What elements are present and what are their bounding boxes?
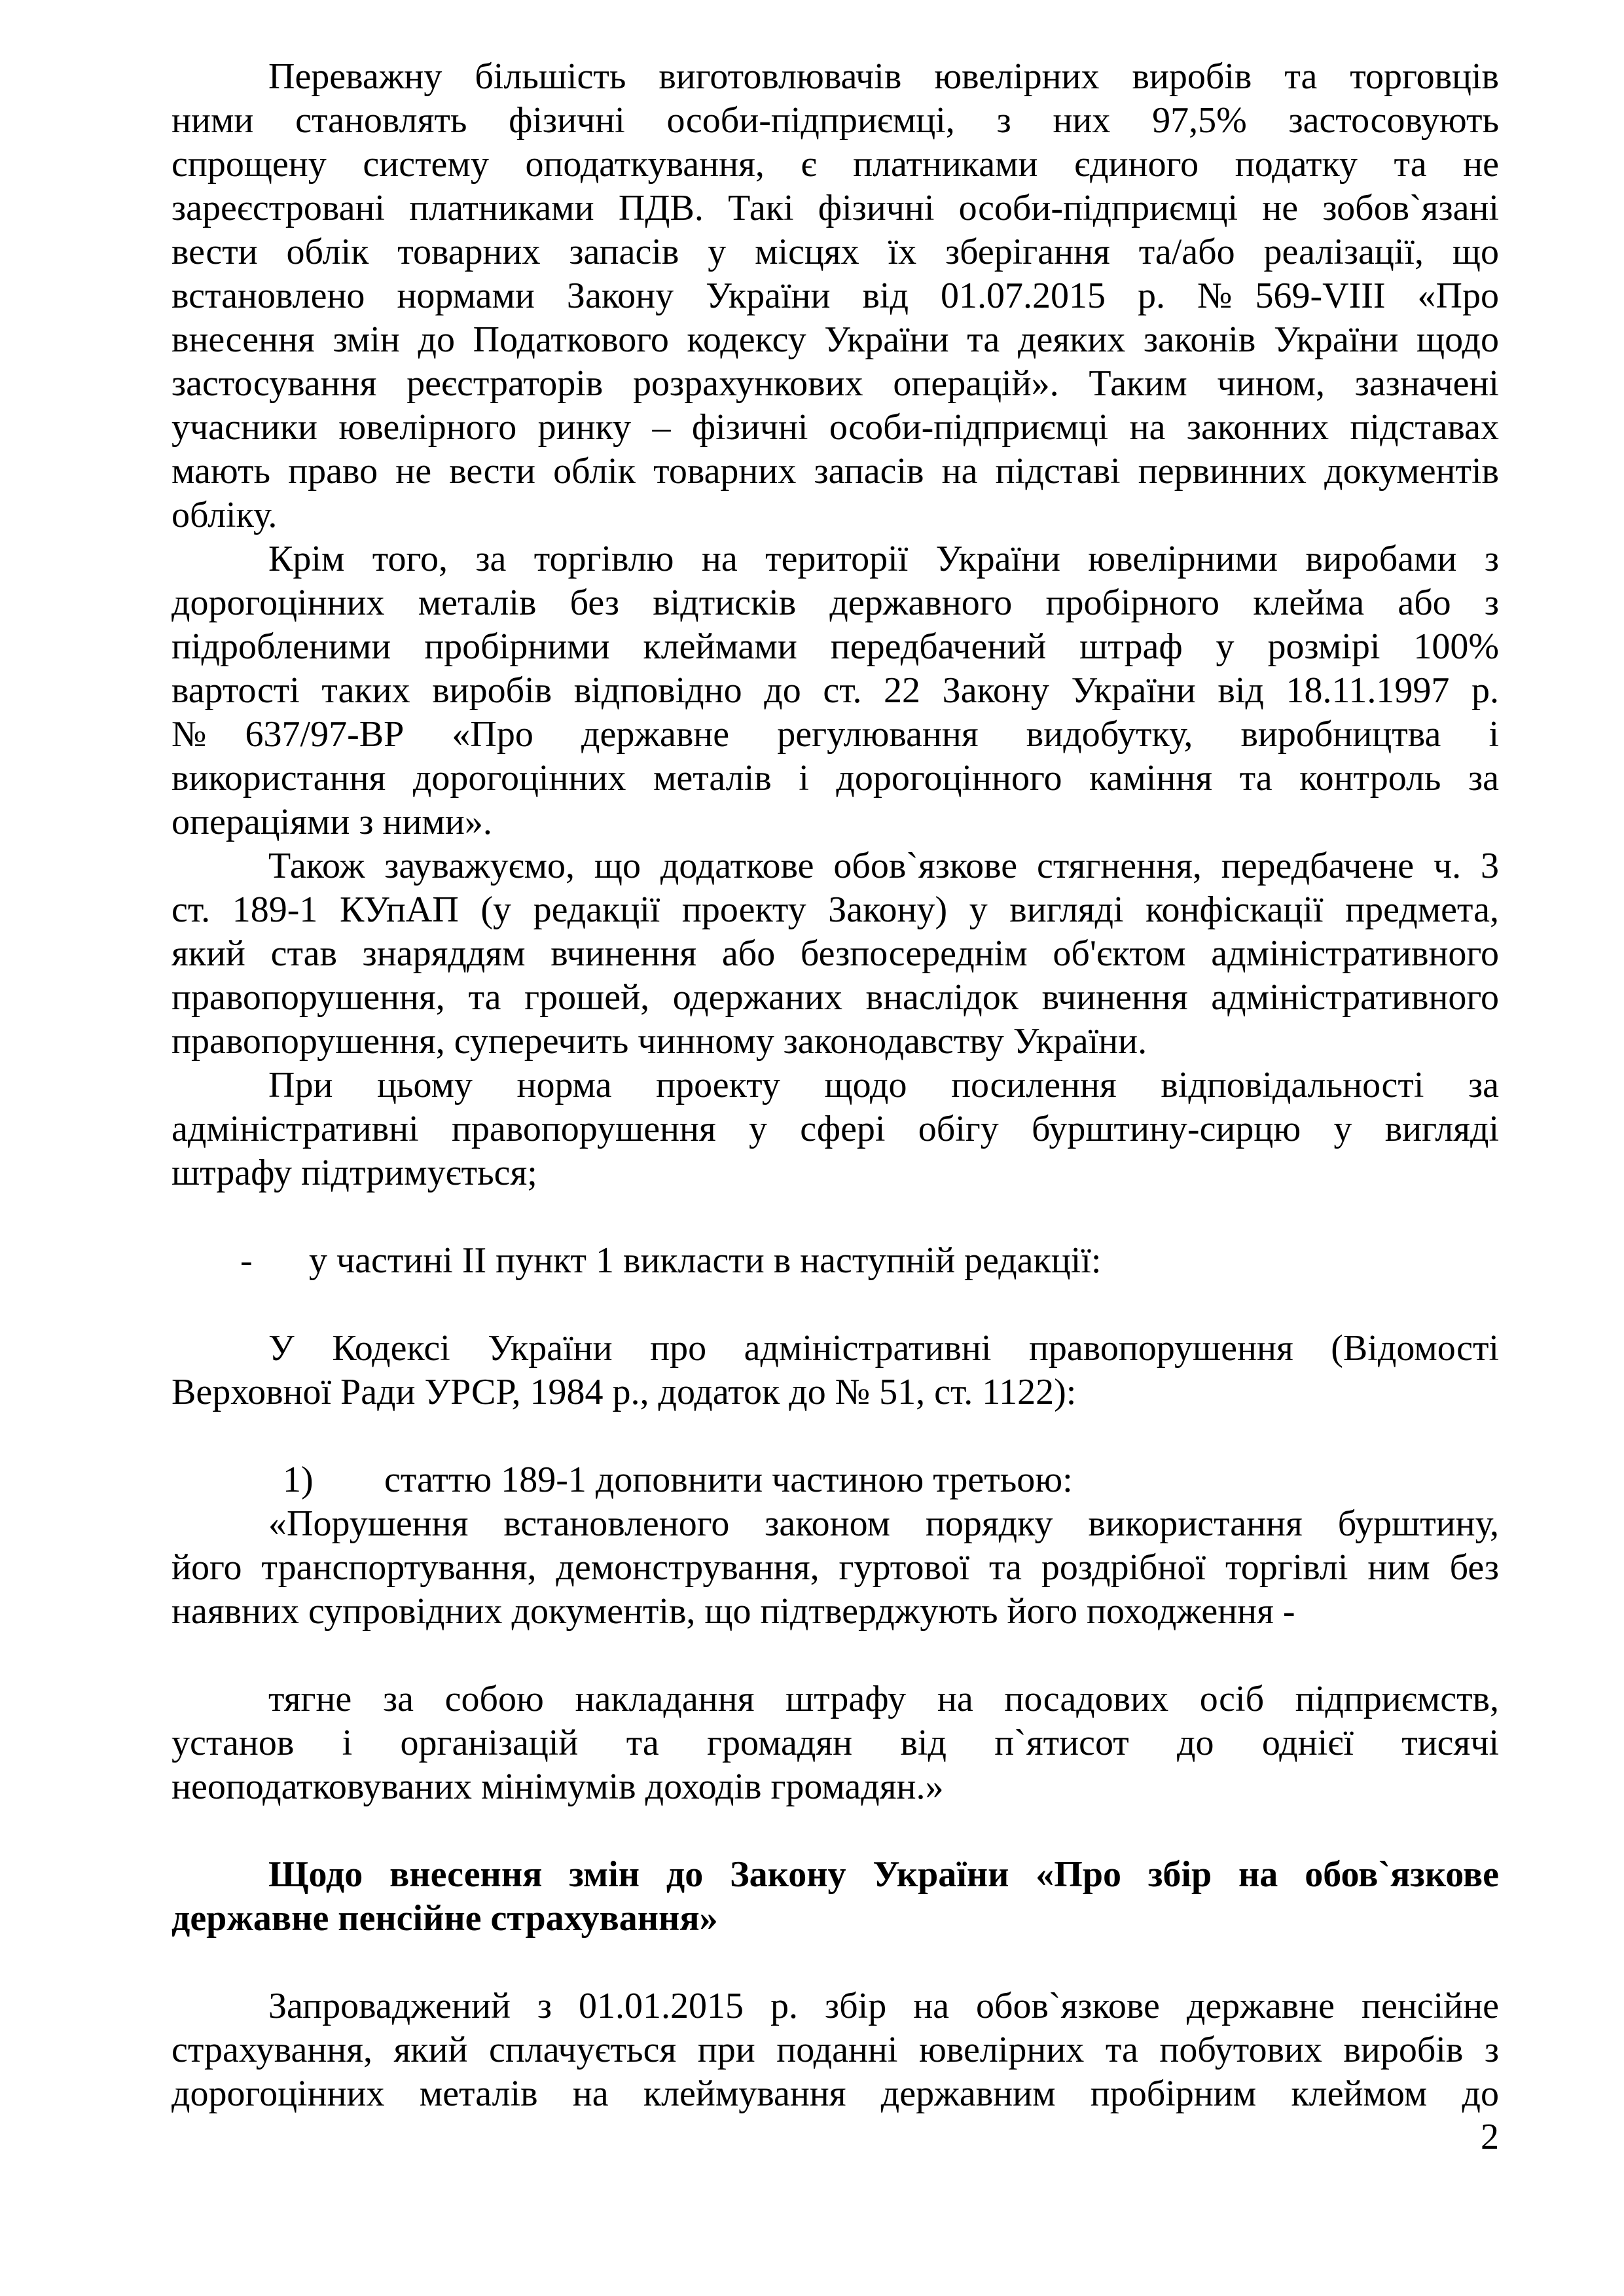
text-line: неоподатковуваних мінімумів доходів громадян.» xyxy=(171,1767,944,1807)
text-line: державне пенсійне страхування» xyxy=(171,1898,718,1939)
paragraph xyxy=(171,55,1499,537)
section-heading xyxy=(171,1853,1499,1941)
quote-paragraph xyxy=(171,1502,1499,1634)
text-line: Запроваджений з 01.01.2015 р. збір на обов`язкове державне пенсійне xyxy=(268,1986,1499,2026)
paragraph xyxy=(171,1984,1499,2116)
text-line: ст. 189-1 КУпАП (у редакції проекту Закону) у вигляді конфіскації предмета, xyxy=(171,889,1499,930)
text-line: №637/97-ВР «Про державне регулювання видобутку, виробництва і xyxy=(171,714,1499,755)
text-line: Крім того, за торгівлю на території України ювелірними виробами з xyxy=(268,539,1499,579)
text-line: Також зауважуємо, що додаткове обов`язкове стягнення, передбачене ч. 3 xyxy=(268,846,1499,886)
text-line: застосування реєстраторів розрахункових операцій». Таким чином, зазначені xyxy=(171,363,1499,404)
text-line: підробленими пробірними клеймами передбачений штраф у розмірі 100% xyxy=(171,626,1499,667)
text-line: дорогоцінних металів на клеймування державним пробірним клеймом до xyxy=(171,2073,1499,2114)
text-line xyxy=(171,1458,1499,1502)
text-line: його транспортування, демонстрування, гуртової та роздрібної торгівлі ним без xyxy=(171,1547,1499,1588)
list-marker: 1) xyxy=(283,1460,314,1500)
list-marker: - xyxy=(240,1240,253,1281)
text-line: дорогоцінних металів без відтисків державного пробірного клейма або з xyxy=(171,583,1499,623)
numbered-list-item xyxy=(171,1458,1499,1502)
text-line: Верховної Ради УРСР, 1984 р., додаток до № 51, ст. 1122): xyxy=(171,1372,1077,1412)
text-line: ними становлять фізичні особи-підприємці, з них 97,5% застосовують xyxy=(171,100,1499,141)
text-line: мають право не вести облік товарних запасів на підставі первинних документів xyxy=(171,451,1499,492)
text-line: учасники ювелірного ринку – фізичні особи-підприємці на законних підставах xyxy=(171,407,1499,448)
quote-paragraph xyxy=(171,1677,1499,1809)
text-line: вартості таких виробів відповідно до ст. 22 Закону України від 18.11.1997 р. xyxy=(171,670,1499,711)
list-item-text: статтю 189-1 доповнити частиною третьою: xyxy=(384,1460,1073,1500)
paragraph xyxy=(171,844,1499,1064)
text-line: використання дорогоцінних металів і дорогоцінного каміння та контроль за xyxy=(171,758,1499,798)
text-line: Щодо внесення змін до Закону України «Про збір на обов`язкове xyxy=(268,1854,1499,1895)
text-line: тягне за собою накладання штрафу на посадових осіб підприємств, xyxy=(268,1679,1499,1719)
text-line: обліку. xyxy=(171,495,278,535)
text-line: У Кодексі України про адміністративні правопорушення (Відомості xyxy=(268,1328,1499,1369)
paragraph xyxy=(171,1327,1499,1414)
text-line: вести облік товарних запасів у місцях їх зберігання та/або реалізації, що xyxy=(171,232,1499,272)
text-line: внесення змін до Податкового кодексу України та деяких законів України щодо xyxy=(171,319,1499,360)
text-line: Переважну більшість виготовлювачів ювелірних виробів та торговців xyxy=(268,56,1499,97)
dash-list-item xyxy=(171,1239,1499,1283)
text-line: При цьому норма проекту щодо посилення відповідальності за xyxy=(268,1065,1499,1105)
text-line: наявних супровідних документів, що підтверджують його походження - xyxy=(171,1591,1295,1632)
text-line: встановлено нормами Закону України від 01.07.2015 р. №569-VIII «Про xyxy=(171,276,1499,316)
page-number: 2 xyxy=(1481,2117,1499,2157)
text-line: правопорушення, суперечить чинному законодавству України. xyxy=(171,1021,1147,1062)
text-line: страхування, який сплачується при поданні ювелірних та побутових виробів з xyxy=(171,2030,1499,2070)
paragraph xyxy=(171,537,1499,844)
text-line: зареєстровані платниками ПДВ. Такі фізичні особи-підприємці не зобов`язані xyxy=(171,188,1499,228)
paragraph xyxy=(171,1064,1499,1195)
text-line: адміністративні правопорушення у сфері обігу бурштину-сирцю у вигляді xyxy=(171,1109,1499,1149)
text-line: «Порушення встановленого законом порядку використання бурштину, xyxy=(268,1503,1499,1544)
text-line: штрафу підтримується; xyxy=(171,1153,537,1193)
text-line: установ і організацій та громадян від п`ятисот до однієї тисячі xyxy=(171,1723,1499,1763)
document-body xyxy=(171,55,1499,2116)
text-line: який став знаряддям вчинення або безпосереднім об'єктом адміністративного xyxy=(171,933,1499,974)
list-item-text: у частині II пункт 1 викласти в наступній редакції: xyxy=(309,1240,1102,1281)
text-line: спрощену систему оподаткування, є платниками єдиного податку та не xyxy=(171,144,1499,185)
text-line xyxy=(171,1239,1499,1283)
text-line: операціями з ними». xyxy=(171,802,492,842)
text-line: правопорушення, та грошей, одержаних внаслідок вчинення адміністративного xyxy=(171,977,1499,1018)
